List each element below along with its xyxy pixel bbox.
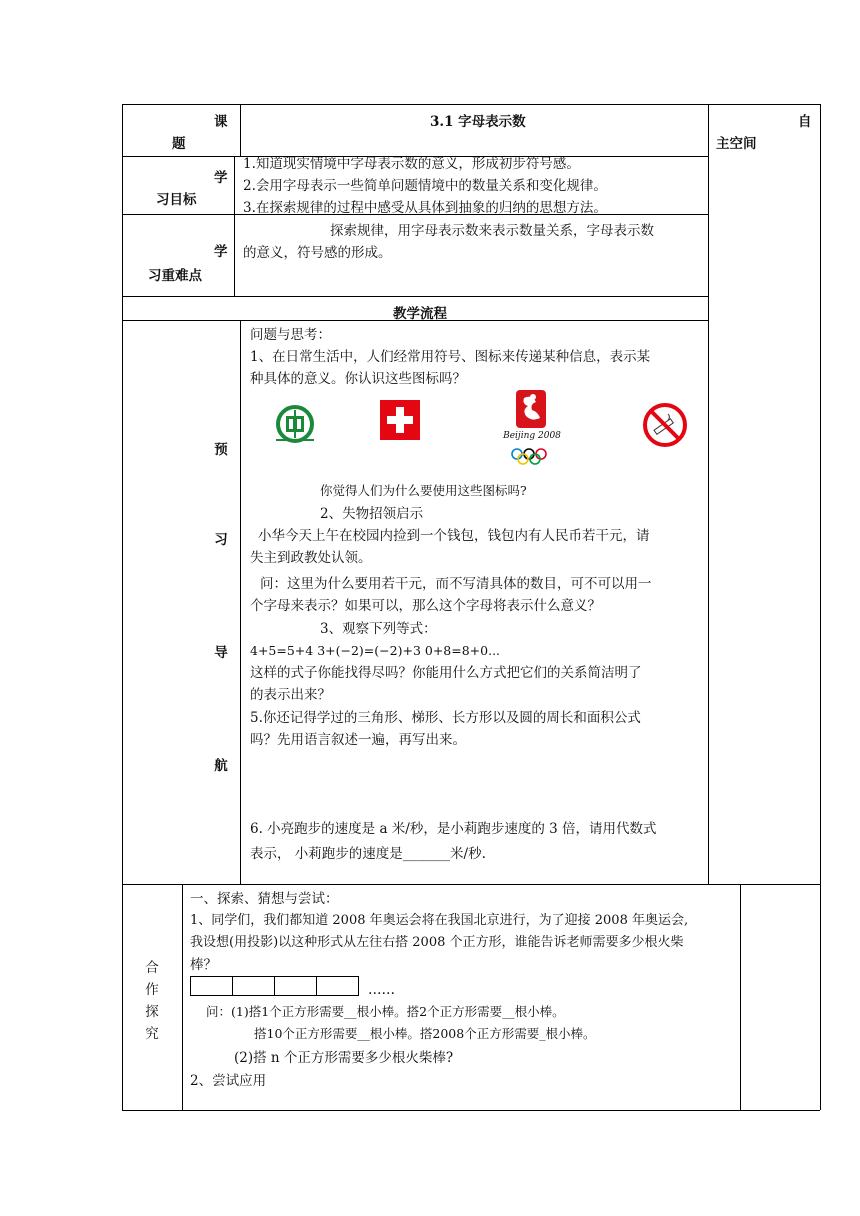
objective-item: 3.在探索规律的过程中感受从具体到抽象的归纳的思想方法。 (243, 200, 607, 216)
section-1-line-1: 1、同学们，我们都知道 2008 年奥运会将在我国北京进行，为了迎接 2008 年奥运会, (190, 913, 689, 928)
q2-line-2: 失主到政教处认领。 (250, 550, 372, 566)
q1-line-1: 1、在日常生活中，人们经常用符号、图标来传递某种信息，表示某 (250, 349, 651, 365)
lesson-label-a: 课 (214, 114, 228, 130)
section-2-title: 2、尝试应用 (190, 1073, 267, 1089)
q3-equations: 4+5=5+4 3+(−2)=(−2)+3 0+8=8+0... (250, 643, 501, 658)
q3-line-1: 这样的式子你能找得尽吗？你能用什么方式把它们的关系简洁明了 (250, 665, 642, 681)
q1-line-2: 种具体的意义。你认识这些图标吗？ (250, 371, 466, 387)
ask-3: (2)搭 n 个正方形需要多少根火柴棒? (234, 1050, 454, 1066)
preview-side-char: 航 (214, 758, 228, 774)
q3-title: 3、观察下列等式： (320, 621, 437, 637)
lesson-title: 3.1 字母表示数 (430, 114, 526, 130)
cooperate-side-char: 作 (145, 982, 159, 998)
preview-side-char: 习 (214, 532, 228, 548)
beijing-2008-emblem-icon (500, 388, 564, 468)
question-header: 问题与思考： (250, 327, 331, 343)
keypoints-line-2: 的意义，符号感的形成。 (243, 245, 392, 261)
preview-side-char: 导 (214, 645, 228, 661)
section-1-line-3: 棒？ (190, 957, 217, 973)
cooperate-side-char: 合 (145, 960, 159, 976)
q5-line-2: 吗？先用语言叙述一遍，再写出来。 (250, 732, 466, 748)
keypoints-label-a: 学 (214, 244, 228, 260)
section-1-line-2: 我设想(用投影)以这种形式从左往右搭 2008 个正方形，谁能告诉老师需要多少根火柴 (190, 935, 684, 950)
side-space-label-a: 自 (798, 114, 812, 130)
objectives-label-b: 习目标 (156, 192, 197, 208)
cooperate-side-char: 究 (145, 1026, 159, 1042)
q5-line-1: 5.你还记得学过的三角形、梯形、长方形以及圆的周长和面积公式 (250, 710, 641, 726)
swiss-cross-icon (380, 400, 420, 440)
beijing-2008-text: Beijing 2008 (503, 431, 561, 441)
q6-line-1: 6. 小亮跑步的速度是 a 米/秒，是小莉跑步速度的 3 倍，请用代数式 (250, 821, 657, 837)
q2-title: 2、失物招领启示 (320, 506, 424, 522)
q1-followup: 你觉得人们为什么要使用这些图标吗? (320, 483, 527, 498)
bank-logo-icon (272, 404, 318, 444)
no-smoking-icon (642, 402, 688, 448)
keypoints-label-b: 习重难点 (148, 268, 202, 284)
ask-2: 搭10个正方形需要__根小棒。搭2008个正方形需要_根小棒。 (254, 1026, 596, 1041)
objective-item: 1.知道现实情境中字母表示数的意义，形成初步符号感。 (243, 156, 580, 172)
q6-line-2: 表示， 小莉跑步的速度是_______米/秒. (250, 846, 486, 862)
side-space-label-b: 主空间 (716, 136, 757, 152)
objectives-label-a: 学 (214, 170, 228, 186)
q2-line-1: 小华今天上午在校园内捡到一个钱包，钱包内有人民币若干元，请 (258, 528, 650, 544)
q2-question-line-1: 问：这里为什么要用若干元，而不写清具体的数目，可不可以用一 (260, 576, 652, 592)
flow-title: 教学流程 (393, 306, 447, 322)
cooperate-side-char: 探 (145, 1004, 159, 1020)
squares-dots: …… (368, 982, 395, 998)
keypoints-line-1: 探索规律，用字母表示数来表示数量关系，字母表示数 (330, 223, 654, 239)
ask-1: 问：(1)搭1个正方形需要__根小棒。搭2个正方形需要__根小棒。 (206, 1004, 565, 1019)
objective-item: 2.会用字母表示一些简单问题情境中的数量关系和变化规律。 (243, 178, 607, 194)
lesson-label-b: 题 (172, 136, 186, 152)
preview-side-char: 预 (214, 442, 228, 458)
q3-line-2: 的表示出来？ (250, 687, 331, 703)
section-1-title: 一、探索、猜想与尝试： (190, 891, 339, 907)
q2-question-line-2: 个字母来表示？如果可以，那么这个字母将表示什么意义？ (250, 598, 601, 614)
